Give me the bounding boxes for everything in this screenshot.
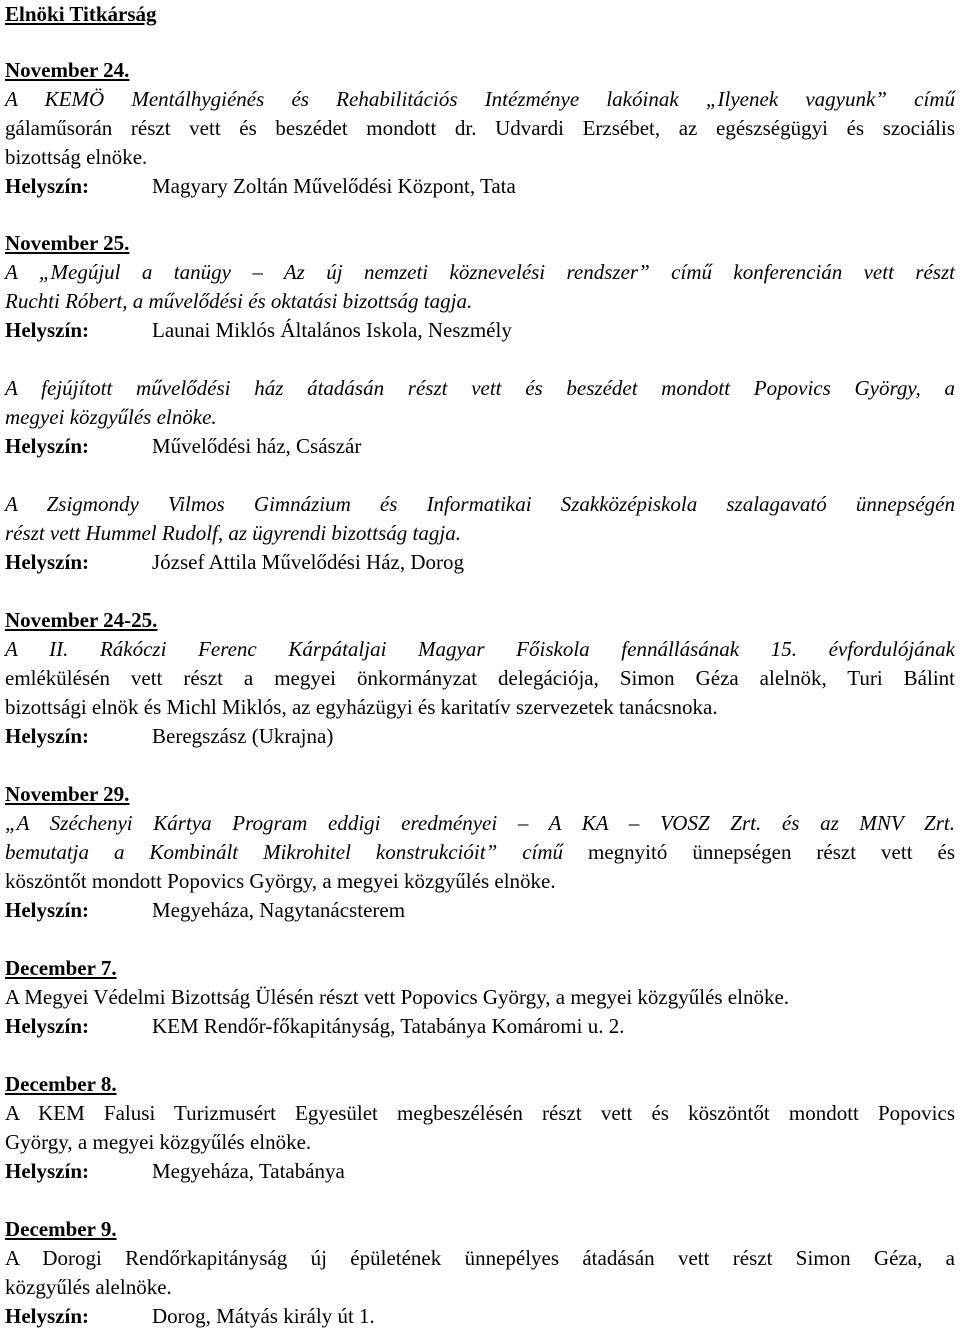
entry-location [5, 896, 955, 925]
location-label: Helyszín: [5, 1304, 89, 1328]
entry-text-line: A fejújított művelődési ház átadásán részt vett és beszédet mondott Popovics György, a [5, 376, 955, 400]
location-label: Helyszín: [5, 898, 89, 922]
location-label: Helyszín: [5, 550, 89, 574]
entry-date: December 7. [5, 956, 117, 980]
entry-text-line: A II. Rákóczi Ferenc Kárpátaljai Magyar Főiskola fennállásának 15. évfordulójának [5, 637, 955, 661]
location-label: Helyszín: [5, 434, 89, 458]
entry-text-line: György, a megyei közgyűlés elnöke. [5, 1130, 312, 1154]
entry-text-line: A Zsigmondy Vilmos Gimnázium és Informatikai Szakközépiskola szalagavató ünnepségén [5, 492, 955, 516]
entry-location [5, 1012, 955, 1041]
entry-location [5, 548, 955, 577]
location-label: Helyszín: [5, 174, 89, 198]
location-value: Beregszász (Ukrajna) [152, 724, 334, 748]
entry-location [5, 722, 955, 751]
entry-date: November 24. [5, 58, 130, 82]
entry-date: December 9. [5, 1217, 117, 1241]
location-value: Launai Miklós Általános Iskola, Neszmély [152, 318, 512, 342]
entry-text-line: köszöntőt mondott Popovics György, a megyei közgyűlés elnöke. [5, 869, 556, 893]
page-header: Elnöki Titkárság [5, 2, 157, 26]
entry-location [5, 1157, 955, 1186]
entry-text-line: A KEMÖ Mentálhygiénés és Rehabilitációs Intézménye lakóinak „Ilyenek vagyunk” című [5, 87, 955, 111]
entry-text-line: A „Megújul a tanügy – Az új nemzeti köznevelési rendszer” című konferencián vett részt [5, 260, 955, 284]
entry-text-line: A Dorogi Rendőrkapitányság új épületének ünnepélyes átadásán vett részt Simon Géza, a [5, 1246, 955, 1270]
location-label: Helyszín: [5, 1014, 89, 1038]
entry-text-line: részt vett Hummel Rudolf, az ügyrendi bizottság tagja. [5, 521, 461, 545]
entry-date: December 8. [5, 1072, 117, 1096]
entry-text-line: gálaműsorán részt vett és beszédet mondott dr. Udvardi Erzsébet, az egészségügyi és szociális [5, 116, 955, 140]
location-label: Helyszín: [5, 724, 89, 748]
entry-text-line: emlékülésén vett részt a megyei önkormányzat delegációja, Simon Géza alelnök, Turi Bálint [5, 666, 955, 690]
entry-text-line: A KEM Falusi Turizmusért Egyesület megbeszélésén részt vett és köszöntőt mondott Popovics [5, 1101, 955, 1125]
location-label: Helyszín: [5, 1159, 89, 1183]
entry-text-line: A Megyei Védelmi Bizottság Ülésén részt vett Popovics György, a megyei közgyűlés elnöke. [5, 985, 790, 1009]
entry-text-line: bizottsági elnök és Michl Miklós, az egyházügyi és karitatív szervezetek tanácsnoka. [5, 695, 718, 719]
location-value: Magyary Zoltán Művelődési Központ, Tata [152, 174, 516, 198]
entry-text-line: bizottság elnöke. [5, 145, 148, 169]
entry-text-line: Ruchti Róbert, a művelődési és oktatási bizottság tagja. [5, 289, 473, 313]
location-value: KEM Rendőr-főkapitányság, Tatabánya Komáromi u. 2. [152, 1014, 625, 1038]
location-value: Dorog, Mátyás király út 1. [152, 1304, 375, 1328]
location-value: Művelődési ház, Császár [152, 434, 362, 458]
entry-location [5, 432, 955, 461]
location-value: Megyeháza, Nagytanácsterem [152, 898, 406, 922]
entry-location [5, 1302, 955, 1331]
location-label: Helyszín: [5, 318, 89, 342]
entry-date: November 29. [5, 782, 130, 806]
entry-text-line: közgyűlés alelnöke. [5, 1275, 172, 1299]
entry-text-line: bemutatja a Kombinált Mikrohitel konstrukcióit” című megnyitó ünnepségen részt vett és [5, 840, 955, 864]
entry-date: November 25. [5, 231, 130, 255]
entry-text-line: „A Széchenyi Kártya Program eddigi eredményei – A KA – VOSZ Zrt. és az MNV Zrt. [5, 811, 955, 835]
entry-location [5, 316, 955, 345]
entry-location [5, 172, 955, 201]
location-value: Megyeháza, Tatabánya [152, 1159, 345, 1183]
location-value: József Attila Művelődési Ház, Dorog [152, 550, 465, 574]
entry-text-line: megyei közgyűlés elnöke. [5, 405, 217, 429]
entry-date: November 24-25. [5, 608, 158, 632]
